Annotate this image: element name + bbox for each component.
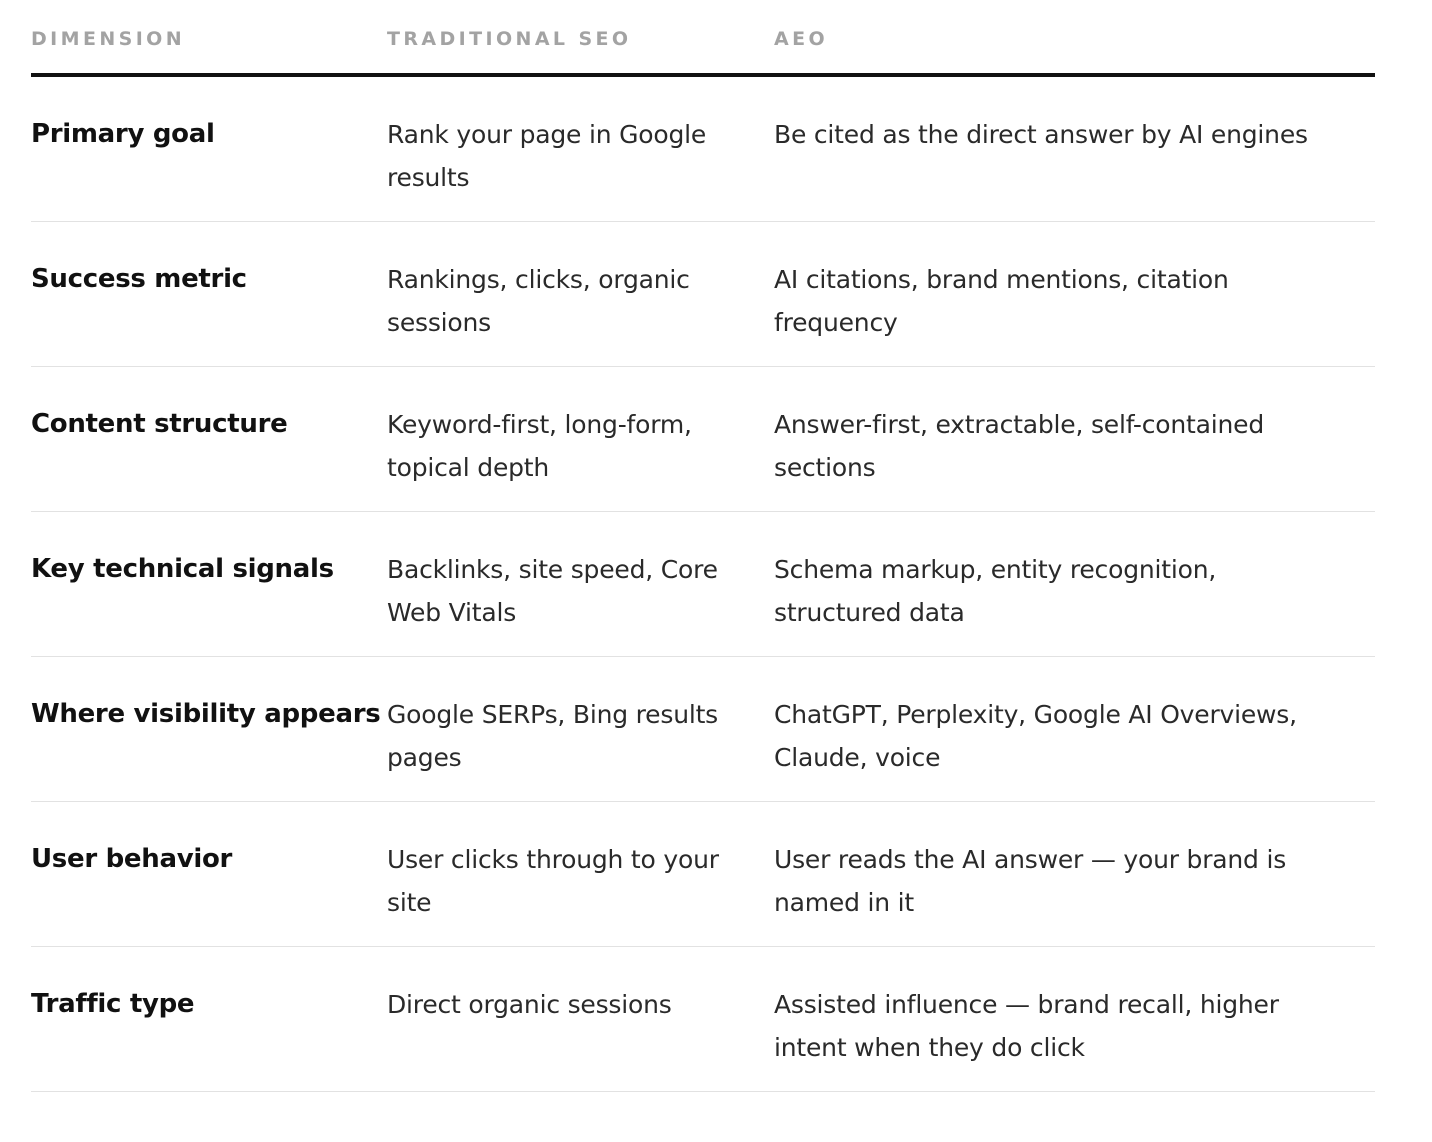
row-seo-value: Rank your page in Google results — [387, 120, 707, 192]
table-row — [31, 802, 1375, 947]
row-seo-value: User clicks through to your site — [387, 845, 719, 917]
row-aeo-value: Be cited as the direct answer by AI engines — [774, 120, 1308, 149]
row-seo-value: Google SERPs, Bing results pages — [387, 700, 719, 772]
row-aeo-value: ChatGPT, Perplexity, Google AI Overviews, Claude, voice — [774, 700, 1297, 772]
row-dimension: Where visibility appears — [31, 699, 381, 729]
row-seo-value: Direct organic sessions — [387, 990, 672, 1019]
row-dimension: Traffic type — [31, 989, 195, 1019]
header-dimension: DIMENSION — [31, 28, 186, 50]
header-traditional-seo: TRADITIONAL SEO — [387, 28, 632, 50]
row-aeo-value: User reads the AI answer — your brand is named in it — [774, 845, 1287, 917]
row-dimension: Content structure — [31, 409, 288, 439]
row-dimension: User behavior — [31, 844, 233, 874]
table-row — [31, 947, 1375, 1092]
row-aeo-value: Schema markup, entity recognition, structured data — [774, 555, 1217, 627]
header-aeo: AEO — [774, 28, 829, 50]
row-dimension: Key technical signals — [31, 554, 334, 584]
table-row — [31, 512, 1375, 657]
row-aeo-value: Assisted influence — brand recall, higher intent when they do click — [774, 990, 1279, 1062]
row-seo-value: Keyword-first, long-form, topical depth — [387, 410, 692, 482]
row-seo-value: Backlinks, site speed, Core Web Vitals — [387, 555, 718, 627]
table-row — [31, 77, 1375, 222]
table-header-row — [31, 0, 1375, 77]
table-row — [31, 367, 1375, 512]
row-aeo-value: AI citations, brand mentions, citation frequency — [774, 265, 1229, 337]
row-aeo-value: Answer-first, extractable, self-contained sections — [774, 410, 1264, 482]
row-seo-value: Rankings, clicks, organic sessions — [387, 265, 690, 337]
table-row — [31, 657, 1375, 802]
row-dimension: Primary goal — [31, 119, 215, 149]
table-row — [31, 222, 1375, 367]
comparison-table — [31, 0, 1375, 1092]
row-dimension: Success metric — [31, 264, 247, 294]
